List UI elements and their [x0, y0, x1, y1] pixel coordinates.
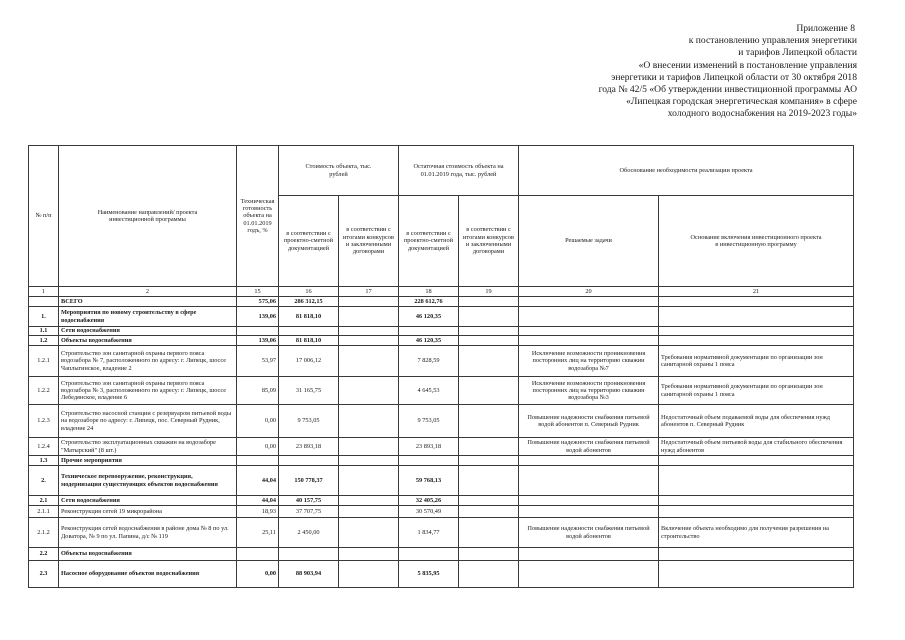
column-number-cell: 17	[339, 287, 399, 297]
row-name-cell: ВСЕГО	[59, 297, 237, 307]
column-number-cell: 21	[659, 287, 854, 297]
row-name-cell: Объекты водоснабжения	[59, 548, 237, 561]
row-cost-competition-cell	[339, 405, 399, 438]
row-basis-cell: Требования нормативной документации по организации зон санитарной охраны 1 пояса	[659, 346, 854, 377]
row-tech-cell: 0,00	[237, 561, 279, 588]
row-tech-cell: 139,06	[237, 307, 279, 327]
row-tasks-cell	[519, 466, 659, 496]
row-number-cell: 1.2.4	[29, 438, 59, 456]
row-cost-competition-cell	[339, 456, 399, 466]
row-residual-competition-cell	[459, 456, 519, 466]
row-residual-competition-cell	[459, 336, 519, 346]
column-number-cell: 19	[459, 287, 519, 297]
row-number-cell: 2.1.2	[29, 518, 59, 548]
row-cost-competition-cell	[339, 327, 399, 336]
column-number-cell: 16	[279, 287, 339, 297]
table-row	[29, 336, 854, 346]
row-basis-cell	[659, 561, 854, 588]
table-row	[29, 297, 854, 307]
row-basis-cell	[659, 307, 854, 327]
row-residual-cell: 1 834,77	[399, 518, 459, 548]
row-basis-cell	[659, 506, 854, 518]
row-number-cell: 1.	[29, 307, 59, 327]
row-number-cell: 2.1.1	[29, 506, 59, 518]
row-cost-competition-cell	[339, 297, 399, 307]
row-tech-cell: 53,97	[237, 346, 279, 377]
column-number-cell: 1	[29, 287, 59, 297]
row-name-cell: Строительство насосной станции с резервуаром питьевой воды на водозаборе по адресу: г. Липецк, пос. Северный Рудник, владение 24	[59, 405, 237, 438]
row-residual-cell	[399, 548, 459, 561]
row-residual-competition-cell	[459, 466, 519, 496]
row-basis-cell	[659, 456, 854, 466]
column-number-cell: 18	[399, 287, 459, 297]
row-number-cell: 1.2.3	[29, 405, 59, 438]
header-sub-competition: в соответствии с итогами конкурсов и заключенными договорами	[459, 196, 519, 287]
table-row	[29, 438, 854, 456]
row-cost-competition-cell	[339, 518, 399, 548]
row-tasks-cell	[519, 506, 659, 518]
row-tech-cell	[237, 548, 279, 561]
row-residual-competition-cell	[459, 496, 519, 506]
row-name-cell: Насосное оборудование объектов водоснабжения	[59, 561, 237, 588]
header-col-name: Наименование направлений/ проекта инвестиционной программы	[59, 146, 237, 287]
appendix-header-line: «О внесении изменений в постановление управления	[638, 59, 857, 71]
row-cost-cell: 23 893,18	[279, 438, 339, 456]
row-cost-competition-cell	[339, 496, 399, 506]
row-residual-competition-cell	[459, 297, 519, 307]
row-tasks-cell	[519, 336, 659, 346]
appendix-header-line: к постановлению управления энергетики	[688, 35, 857, 47]
row-basis-cell	[659, 327, 854, 336]
row-cost-competition-cell	[339, 336, 399, 346]
row-number-cell: 1.2.1	[29, 346, 59, 377]
header-sub-tasks: Решаемые задачи	[519, 196, 659, 287]
table-row	[29, 548, 854, 561]
header-group-residual: Остаточная стоимость объекта на 01.01.2019 года, тыс. рублей	[399, 146, 519, 196]
row-residual-cell: 59 768,13	[399, 466, 459, 496]
row-cost-cell: 2 450,00	[279, 518, 339, 548]
row-residual-cell: 46 120,35	[399, 336, 459, 346]
row-tech-cell: 25,11	[237, 518, 279, 548]
row-tech-cell: 18,93	[237, 506, 279, 518]
row-tasks-cell	[519, 307, 659, 327]
row-cost-cell: 150 778,37	[279, 466, 339, 496]
table-row	[29, 561, 854, 588]
row-residual-competition-cell	[459, 346, 519, 377]
row-name-cell: Строительство зон санитарной охраны первого пояса водозабора № 3, расположенного по адресу: г. Липецк, шоссе Лебедянское, владение 6	[59, 377, 237, 405]
row-residual-cell: 5 835,95	[399, 561, 459, 588]
row-tech-cell: 0,00	[237, 405, 279, 438]
row-tasks-cell	[519, 496, 659, 506]
table-row	[29, 506, 854, 518]
row-tech-cell	[237, 456, 279, 466]
row-name-cell: Сети водоснабжения	[59, 327, 237, 336]
row-basis-cell	[659, 297, 854, 307]
row-number-cell: 2.2	[29, 548, 59, 561]
row-residual-cell: 23 893,18	[399, 438, 459, 456]
row-cost-cell: 40 157,75	[279, 496, 339, 506]
header-sub-psd: в соответствии с проектно-сметной документацией	[399, 196, 459, 287]
row-basis-cell	[659, 496, 854, 506]
row-tasks-cell	[519, 456, 659, 466]
row-basis-cell: Требования нормативной документации по организации зон санитарной охраны 1 пояса	[659, 377, 854, 405]
row-cost-cell: 88 903,94	[279, 561, 339, 588]
column-number-cell: 2	[59, 287, 237, 297]
header-group-justification: Обоснование необходимости реализации проекта	[519, 146, 854, 196]
row-tech-cell: 44,04	[237, 466, 279, 496]
row-number-cell: 2.	[29, 466, 59, 496]
row-tech-cell: 575,06	[237, 297, 279, 307]
row-name-cell: Прочие мероприятия	[59, 456, 237, 466]
row-name-cell: Объекты водоснабжения	[59, 336, 237, 346]
column-number-cell: 15	[237, 287, 279, 297]
header-col-tech-readiness: Техническая готовность объекта на 01.01.2019 годъ, %	[237, 146, 279, 287]
row-tasks-cell: Повышение надежности снабжения питьевой водой абонентов	[519, 518, 659, 548]
row-cost-cell: 9 753,05	[279, 405, 339, 438]
row-residual-cell: 228 612,76	[399, 297, 459, 307]
row-basis-cell: Недостаточный объем питьевой воды для стабильного обеспечения нужд абонентов	[659, 438, 854, 456]
row-cost-cell: 81 818,10	[279, 336, 339, 346]
row-tasks-cell	[519, 561, 659, 588]
row-residual-competition-cell	[459, 438, 519, 456]
row-cost-cell: 31 165,75	[279, 377, 339, 405]
header-sub-basis: Основание включения инвестиционного проекта в инвестиционную программу	[659, 196, 854, 287]
row-number-cell: 1.2	[29, 336, 59, 346]
row-name-cell: Реконструкция сетей 19 микрорайона	[59, 506, 237, 518]
column-number-cell: 20	[519, 287, 659, 297]
row-name-cell: Строительство зон санитарной охраны первого пояса водозабора № 7, расположенного по адресу: г. Липецк, шоссе Чаплыгинское, владение 2	[59, 346, 237, 377]
row-name-cell: Строительство эксплуатационных скважин на водозаборе "Матырский" (8 шт.)	[59, 438, 237, 456]
row-cost-cell: 81 818,10	[279, 307, 339, 327]
row-cost-cell	[279, 456, 339, 466]
row-basis-cell	[659, 548, 854, 561]
row-residual-cell: 9 753,05	[399, 405, 459, 438]
table-row	[29, 327, 854, 336]
row-tasks-cell	[519, 297, 659, 307]
row-residual-cell: 32 405,26	[399, 496, 459, 506]
row-residual-cell	[399, 327, 459, 336]
row-cost-cell	[279, 327, 339, 336]
row-residual-cell: 4 645,53	[399, 377, 459, 405]
table-row	[29, 518, 854, 548]
row-tasks-cell: Исключение возможности проникновения посторонних лиц на территорию скважин водозабора №7	[519, 346, 659, 377]
table-row	[29, 496, 854, 506]
row-tech-cell: 44,04	[237, 496, 279, 506]
row-residual-competition-cell	[459, 307, 519, 327]
header-group-cost: Стоимость объекта, тыс. рублей	[279, 146, 399, 196]
row-residual-competition-cell	[459, 405, 519, 438]
row-tasks-cell: Исключение возможности проникновения посторонних лиц на территорию скважин водозабора №3	[519, 377, 659, 405]
appendix-header-line: и тарифов Липецкой области	[738, 47, 857, 59]
row-cost-competition-cell	[339, 307, 399, 327]
row-basis-cell: Включение объекта необходимо для получения разрешения на строительство	[659, 518, 854, 548]
row-number-cell	[29, 297, 59, 307]
row-basis-cell	[659, 466, 854, 496]
row-number-cell: 2.1	[29, 496, 59, 506]
row-tech-cell: 0,00	[237, 438, 279, 456]
row-tasks-cell: Повышение надежности снабжения питьевой водой абонентов п. Северный Рудник	[519, 405, 659, 438]
row-residual-competition-cell	[459, 377, 519, 405]
row-tech-cell: 85,09	[237, 377, 279, 405]
row-tech-cell: 139,06	[237, 336, 279, 346]
appendix-header-line: энергетики и тарифов Липецкой области от 30 октября 2018	[611, 71, 857, 83]
table-row	[29, 346, 854, 377]
row-name-cell: Сети водоснабжения	[59, 496, 237, 506]
appendix-header-line: Приложение 8	[796, 23, 855, 34]
row-number-cell: 2.3	[29, 561, 59, 588]
appendix-header-line: холодного водоснабжения на 2019-2023 годы»	[667, 108, 857, 120]
row-cost-competition-cell	[339, 506, 399, 518]
row-name-cell: Мероприятия по новому строительству в сфере водоснабжения	[59, 307, 237, 327]
row-cost-competition-cell	[339, 377, 399, 405]
row-name-cell: Реконструкция сетей водоснабжения в районе дома № 8 по ул. Доватора, № 9 по ул. Папина, д/с № 119	[59, 518, 237, 548]
row-basis-cell	[659, 336, 854, 346]
row-residual-cell: 30 570,49	[399, 506, 459, 518]
header-sub-competition: в соответствии с итогами конкурсов и заключенными договорами	[339, 196, 399, 287]
investment-program-table	[28, 145, 854, 588]
row-tasks-cell: Повышение надежности снабжения питьевой водой абонентов	[519, 438, 659, 456]
row-residual-cell	[399, 456, 459, 466]
table-row	[29, 307, 854, 327]
row-residual-competition-cell	[459, 548, 519, 561]
row-residual-competition-cell	[459, 518, 519, 548]
row-number-cell: 1.1	[29, 327, 59, 336]
row-tasks-cell	[519, 327, 659, 336]
row-cost-competition-cell	[339, 346, 399, 377]
row-cost-cell: 286 312,15	[279, 297, 339, 307]
table-row	[29, 405, 854, 438]
row-residual-competition-cell	[459, 561, 519, 588]
row-tech-cell	[237, 327, 279, 336]
row-cost-cell	[279, 548, 339, 561]
row-residual-competition-cell	[459, 506, 519, 518]
row-name-cell: Техническое перевооружение, реконструкция, модернизация существующих объектов водоснабжения	[59, 466, 237, 496]
table-row	[29, 466, 854, 496]
row-cost-cell: 17 006,12	[279, 346, 339, 377]
table-row	[29, 456, 854, 466]
table-body	[29, 297, 854, 588]
appendix-header-line: «Липецкая городская энергетическая компания» в сфере	[626, 96, 857, 108]
row-residual-cell: 7 828,59	[399, 346, 459, 377]
row-number-cell: 1.2.2	[29, 377, 59, 405]
row-cost-competition-cell	[339, 438, 399, 456]
row-cost-cell: 37 707,75	[279, 506, 339, 518]
table-row	[29, 377, 854, 405]
row-residual-competition-cell	[459, 327, 519, 336]
row-cost-competition-cell	[339, 548, 399, 561]
row-residual-cell: 46 120,35	[399, 307, 459, 327]
appendix-header	[497, 23, 857, 121]
row-number-cell: 1.3	[29, 456, 59, 466]
row-cost-competition-cell	[339, 466, 399, 496]
header-col-number: № п/п	[29, 146, 59, 287]
row-basis-cell: Недостаточный объем подаваемой воды для обеспечения нужд абонентов п. Северный Рудник	[659, 405, 854, 438]
header-sub-psd: в соответствии с проектно-сметной документацией	[279, 196, 339, 287]
row-tasks-cell	[519, 548, 659, 561]
appendix-header-line: года № 42/5 «Об утверждении инвестиционной программы АО	[598, 84, 857, 96]
row-cost-competition-cell	[339, 561, 399, 588]
